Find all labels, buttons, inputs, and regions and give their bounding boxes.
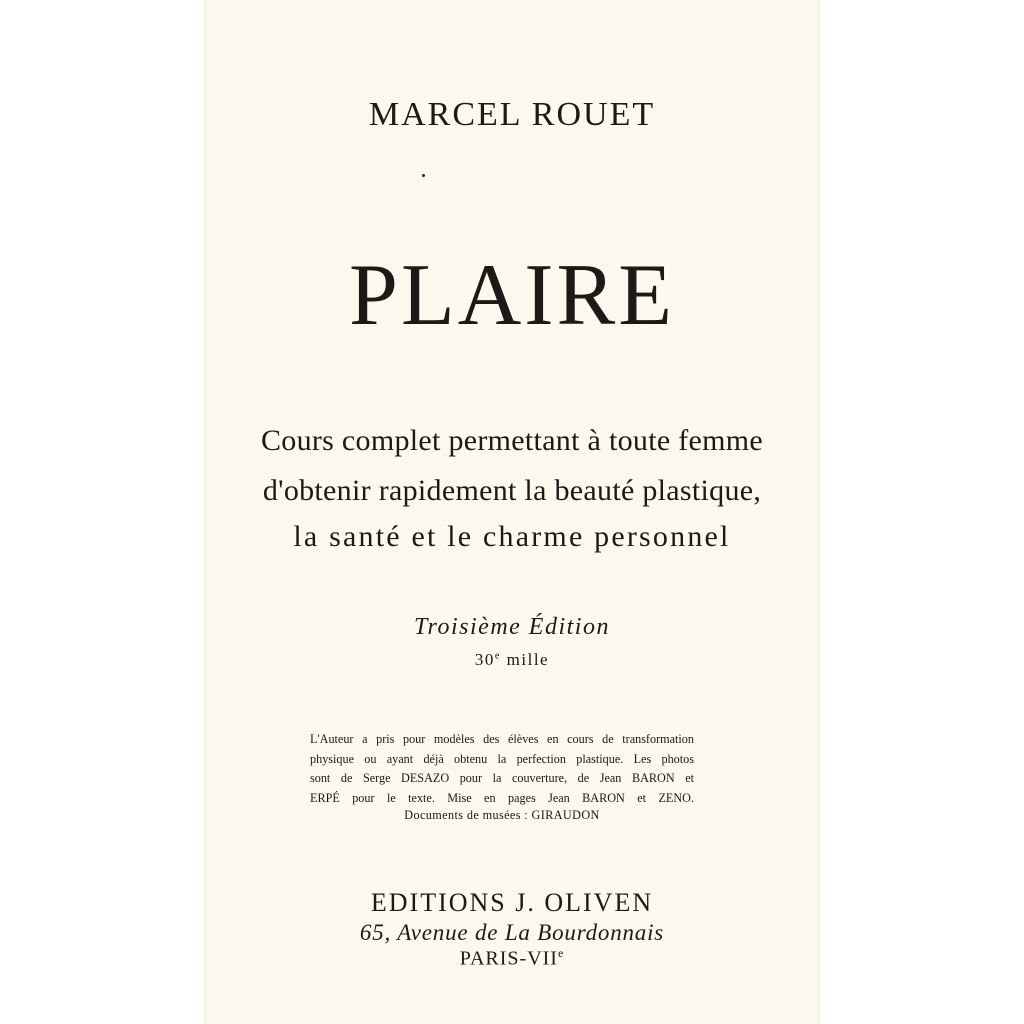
author-name: MARCEL ROUET [368,96,656,133]
subtitle-line: Cours complet permettant à toute femme [260,424,764,457]
credits-line: L'Auteur a pris pour modèles des élèves en cours de transformation [310,732,694,746]
edition-label: Troisième Édition [414,614,610,640]
publisher-name: EDITIONS J. OLIVEN [370,888,654,917]
publisher-city-name: PARIS-VII [459,947,558,970]
credits-line: physique ou ayant déjà obtenu la perfection plastique. Les photos [310,751,694,766]
subtitle-line: la santé et le charme personnel [293,520,731,553]
book-title: PLAIRE [349,247,675,344]
publisher-address: 65, Avenue de La Bourdonnais [359,920,665,945]
credits-line: ERPÉ pour le texte. Mise en pages Jean BARON et ZENO. [310,790,694,805]
credits-line: sont de Serge DESAZO pour la couverture, de Jean BARON et [310,771,694,785]
credits-museum-line: Documents de musées : GIRAUDON [404,808,600,822]
publisher-city-suffix: e [557,946,565,960]
ornament-dot [422,174,425,177]
print-run-unit: mille [506,650,550,669]
publisher-city [204,946,820,971]
print-run [204,650,820,670]
subtitle-line: d'obtenir rapidement la beauté plastique, [262,474,762,507]
print-run-suffix: e [494,650,501,662]
print-run-number: 30 [474,650,495,669]
credits-paragraph [310,730,694,808]
title-page [204,0,820,1024]
